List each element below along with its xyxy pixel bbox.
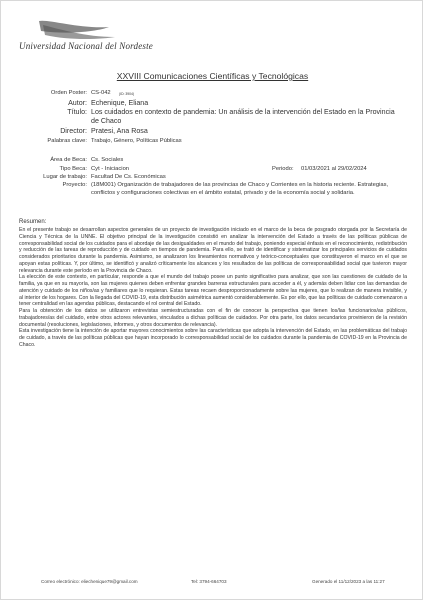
university-logo (19, 15, 169, 59)
resumen-paragraph: Esta investigación tiene la intención de aportar mayores conocimientos sobre las características que adopta la intervención del Estado, en las problemáticas del trabajo de cuidado, a través de las políticas públicas que hayan incorporado lo corresponsabilidad social de los cuidados durante la pandemia de COVID-19 en la Provincia de Chaco. (19, 328, 407, 348)
palabras-label: Palabras clave: (47, 138, 87, 144)
orden-poster-label: Orden Poster: (50, 90, 87, 96)
lugar-value: Facultad De Cs. Económicas (91, 174, 166, 180)
footer-tel: Tel: 3794-664703 (191, 579, 227, 584)
tipo-value: Cyt - Iniciacion (91, 166, 130, 172)
poster-id: (ID: 3904) (119, 92, 135, 96)
proyecto-value-line1: (18M001) Organización de trabajadores de las provincias de Chaco y Corrientes en la historia reciente. Estrategias, (91, 182, 389, 188)
resumen-paragraph: En el presente trabajo se desarrollan aspectos generales de un proyecto de investigación iniciado en el marco de la beca de posgrado otorgada por la Secretaría de Ciencia y Técnica de la UNNE. El objetivo principal de la investigación consistió en analizar la intervención del Estado a través de las políticas públicas de corresponsabilidad social de los cuidados para el abordaje de las desigualdades en el mundo del trabajo, poniendo especial énfasis en el reconocimiento, redistribución y reducción de las tareas de reproducción y de cuidado en tiempos de pandemia. Para ello, se trató de identificar y sistematizar los principales servicios de cuidados considerados prioritarios durante la pandemia. Asimismo, se analizaron los lineamientos normativos y teórico-conceptuales que constituyeron el marco en el que se apoyan estas políticas. Y, por último, se identificó y analizó críticamente los alcances y los resultados de las políticas de corresponsabilidad social que tuvieron mayor relevancia durante este período en la Provincia de Chaco. (19, 227, 407, 274)
director-label: Director: (60, 127, 87, 135)
footer-generated: Generado el 11/12/2023 a las 11:27 (312, 579, 385, 584)
lugar-label: Lugar de trabajo: (43, 174, 87, 180)
document-title: XXVIII Comunicaciones Científicas y Tecnológicas (116, 71, 309, 81)
titulo-value-line1: Los cuidados en contexto de pandemia: Un análisis de la intervención del Estado en la Provincia (91, 108, 395, 116)
periodo-label: Periodo: (272, 166, 294, 172)
resumen-heading: Resumen: (19, 219, 47, 225)
autor-value: Echenique, Eliana (91, 99, 149, 107)
autor-label: Autor: (68, 99, 87, 107)
resumen-body (19, 227, 407, 349)
titulo-value-line2: de Chaco (91, 117, 122, 125)
periodo-value: 01/03/2021 al 29/02/2024 (301, 166, 367, 172)
area-label: Área de Beca: (50, 157, 87, 163)
tipo-label: Tipo Beca: (59, 166, 87, 172)
palabras-value: Trabajo, Género, Políticas Públicas (91, 138, 182, 144)
area-value: Cs. Sociales (91, 157, 124, 163)
proyecto-value-line2: conflictos y configuraciones colectivas en el ámbito estatal, privado y de la economía social y solidaria. (91, 190, 355, 196)
resumen-paragraph: Para la obtención de los datos se utilizaron entrevistas semiestructuradas con el fin de conocer la perspectiva que tienen los/las funcionarios/as públicos, trabajadores/as del cuidado, entre otros actores relevantes, vinculados a dichas políticas de cuidados. Por otra parte, los datos secundarios provinieron de la revisión documental (resoluciones, legislaciones, informes, y otros documentos de relevancia). (19, 308, 407, 328)
proyecto-label: Proyecto: (62, 182, 87, 188)
titulo-label: Título: (67, 108, 87, 116)
university-name: Universidad Nacional del Nordeste (19, 41, 154, 51)
orden-poster-value: CS-042 (91, 90, 111, 96)
director-value: Pratesi, Ana Rosa (91, 127, 148, 135)
resumen-paragraph: La elección de este contexto, en particular, responde a que el mundo del trabajo posee un punto significativo para analizar, que son las cuestiones de cuidado de la familia, ya que en su mayoría, son las mujeres quienes deben enfrentar grandes barreras estructurales para acceder a él, y además deben lidiar con las demandas de atención y cuidado de los niños/as y familiares que lo requieran. Estas tareas recaen desproporcionadamente sobre las mujeres, que lo realizan de manera invisible, y al interior de los hogares. Con la llegada del COVID-19, esta distribución asimétrica aumentó considerablemente. Es por ello, que las políticas de cuidado comenzaron a tener centralidad en las agendas públicas, destacando el rol central del Estado. (19, 274, 407, 308)
footer-email: Correo electrónico: eliechenique79@gmail.com (41, 579, 138, 584)
